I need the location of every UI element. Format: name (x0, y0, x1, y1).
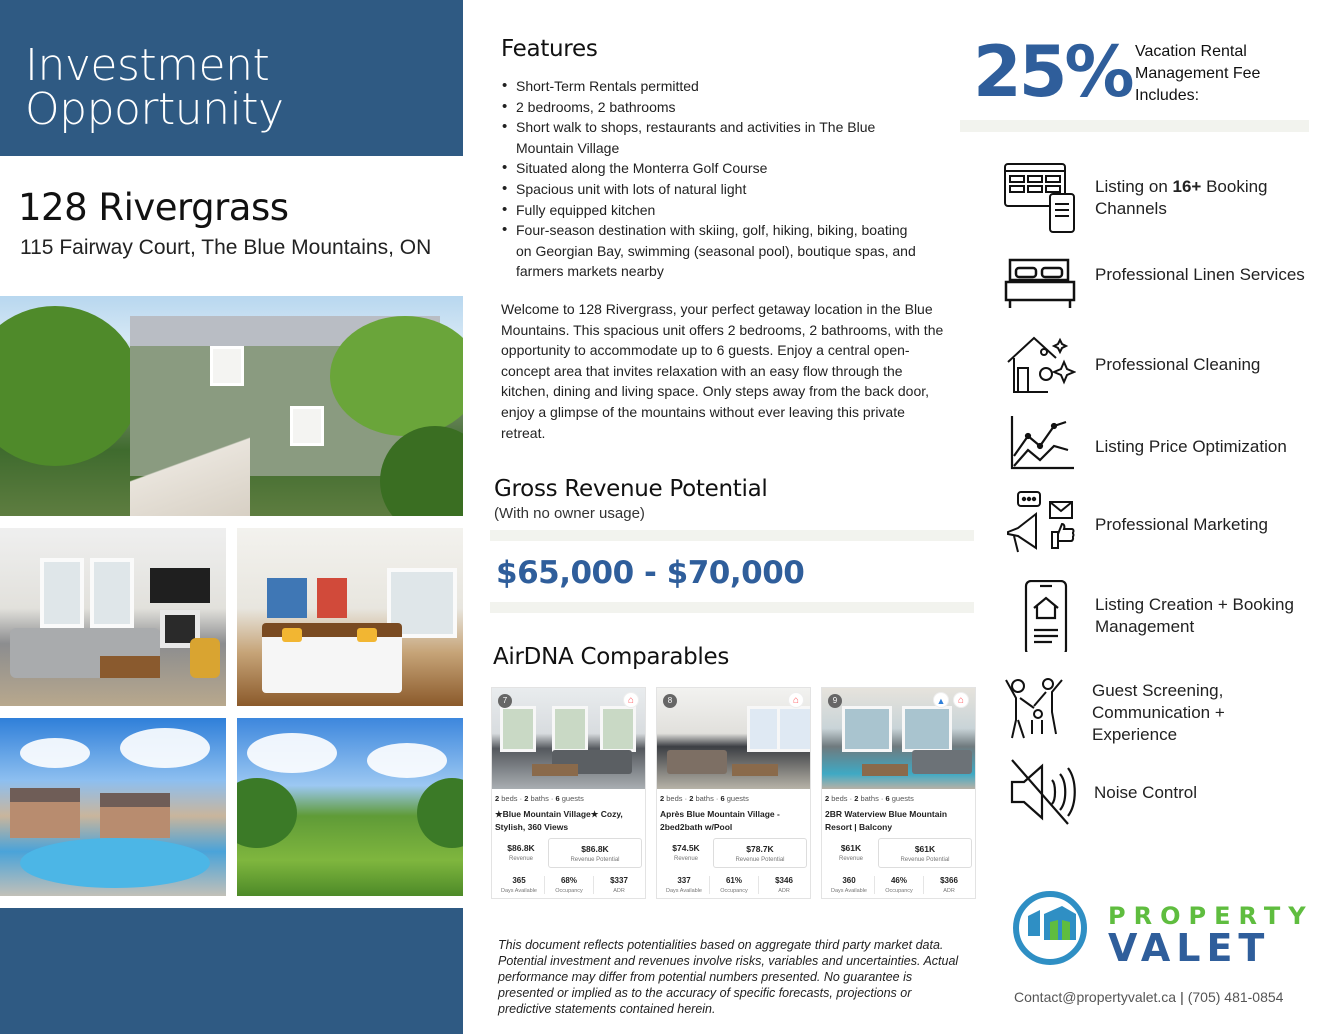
features-title: Features (501, 36, 598, 62)
pillow-shape (357, 628, 377, 642)
comparable-card[interactable] (491, 687, 646, 899)
building-shape (100, 793, 170, 838)
logo-house-icon (1010, 890, 1094, 966)
rank-badge: 8 (663, 694, 677, 708)
contact-separator: | (1180, 989, 1184, 1005)
service-item (1004, 412, 1314, 484)
revenue-potential-stat: $78.7K Revenue Potential (713, 838, 807, 868)
service-item (1004, 490, 1314, 562)
hero-title: Investment Opportunity (25, 40, 284, 135)
cloud-shape (367, 743, 447, 778)
window-shape (600, 706, 636, 752)
adr-stat: $337 ADR (610, 876, 628, 894)
service-label: Guest Screening, Communication + Experience (1092, 681, 1225, 744)
pool-water-shape (20, 838, 210, 888)
airbnb-icon: ⌂ (623, 692, 639, 708)
revenue-potential-stat: $61K Revenue Potential (878, 838, 972, 868)
living-room-photo (0, 528, 226, 706)
window-shape (210, 346, 244, 386)
window-shape (777, 706, 811, 752)
airdna-cards (491, 687, 975, 899)
line-chart-icon (1004, 412, 1076, 484)
service-item (1002, 676, 1312, 748)
feature-item: • Short-Term Rentals permitted (501, 76, 921, 97)
occupancy-stat: 46% Occupancy (874, 876, 924, 894)
speaker-mute-icon (1008, 756, 1080, 828)
airbnb-icon: ⌂ (788, 692, 804, 708)
service-label: Professional Marketing (1095, 515, 1268, 534)
listing-meta: 2 beds · 2 baths · 6 guests (660, 794, 749, 803)
logo-word-valet: VALET (1108, 926, 1271, 970)
gross-revenue-title: Gross Revenue Potential (494, 476, 768, 502)
intro-paragraph: Welcome to 128 Rivergrass, your perfect getaway location in the Blue Mountains. This spacious unit offers 2 bedrooms, 2 bathrooms, with the opportunity to accommodate up to 6 guests. Enjoy a central open-concept area that invites relaxation with an easy flow through the kitchen, dining and living space. Only steps away from the back door, enjoy a glimpse of the mountains without ever leaving this private retreat. (501, 301, 944, 441)
cleaning-house-icon (1004, 330, 1076, 402)
exterior-photo (0, 296, 463, 516)
divider-band (960, 120, 1309, 132)
feature-item: • 2 bedrooms, 2 bathrooms (501, 97, 921, 118)
listing-meta: 2 beds · 2 baths · 6 guests (825, 794, 914, 803)
divider-band (490, 602, 974, 613)
comparable-card[interactable] (821, 687, 976, 899)
coffee-table-shape (100, 656, 160, 678)
booking-channels-icon (1004, 162, 1076, 234)
window-shape (90, 558, 134, 628)
service-label: Noise Control (1094, 783, 1197, 802)
adr-stat: $366 ADR (940, 876, 958, 894)
bed-icon (1004, 250, 1076, 322)
divider-band (490, 530, 974, 541)
revenue-potential-stat: $86.8K Revenue Potential (548, 838, 642, 868)
cloud-shape (20, 738, 90, 768)
sofa-shape (667, 750, 727, 774)
family-icon (1002, 676, 1074, 748)
stairs-shape (130, 416, 250, 516)
comparable-card[interactable] (656, 687, 811, 899)
rank-badge: 9 (828, 694, 842, 708)
tree-shape (237, 778, 297, 848)
art-shape (267, 578, 307, 618)
pool-photo (0, 718, 226, 896)
rank-badge: 7 (498, 694, 512, 708)
service-item (1004, 162, 1314, 234)
window-shape (290, 406, 324, 446)
feature-item: • Fully equipped kitchen (501, 200, 921, 221)
revenue-stat: $74.5K Revenue (672, 843, 700, 862)
logo-word-property: PROPERTY (1108, 902, 1314, 930)
window-shape (552, 706, 588, 752)
tv-shape (150, 568, 210, 603)
chair-shape (190, 638, 220, 678)
listing-name: Après Blue Mountain Village - 2bed2bath w/Pool (660, 809, 780, 832)
service-label: Listing on 16+ Booking Channels (1095, 177, 1268, 218)
service-item (1004, 330, 1314, 402)
building-shape (10, 788, 80, 838)
vrbo-icon: ▲ (933, 692, 949, 708)
property-address: 115 Fairway Court, The Blue Mountains, ON (20, 236, 432, 259)
revenue-range: $65,000 - $70,000 (496, 555, 805, 591)
hero-banner (0, 0, 463, 156)
days-available-stat: 365 Days Available (501, 876, 537, 894)
window-shape (500, 706, 536, 752)
window-shape (902, 706, 952, 752)
footer-band (0, 908, 463, 1034)
airdna-title: AirDNA Comparables (493, 644, 730, 670)
table-shape (732, 764, 778, 776)
window-shape (842, 706, 892, 752)
feature-item: • Spacious unit with lots of natural light (501, 179, 921, 200)
contact-line (1014, 989, 1283, 1005)
fee-percent: 25% (973, 31, 1132, 113)
feature-item: • Four-season destination with skiing, golf, hiking, biking, boating on Georgian Bay, swimming (seasonal pool), boutique spas, and farmers markets nearby (501, 220, 921, 282)
listing-name: ★Blue Mountain Village★ Cozy, Stylish, 360 Views (495, 809, 623, 832)
contact-email[interactable]: Contact@propertyvalet.ca (1014, 989, 1177, 1005)
property-valet-logo (1010, 890, 1314, 970)
pillow-shape (282, 628, 302, 642)
cloud-shape (120, 728, 210, 768)
contact-phone[interactable]: (705) 481-0854 (1187, 989, 1284, 1005)
table-shape (532, 764, 578, 776)
bedroom-photo (237, 528, 463, 706)
airbnb-icon: ⌂ (953, 692, 969, 708)
cloud-shape (247, 733, 337, 773)
window-shape (40, 558, 84, 628)
feature-item: • Short walk to shops, restaurants and activities in The Blue Mountain Village (501, 117, 921, 158)
fee-description: Vacation Rental Management Fee Includes: (1135, 43, 1261, 104)
property-name: 128 Rivergrass (18, 186, 289, 229)
features-list (501, 76, 921, 282)
gross-revenue-subtitle: (With no owner usage) (494, 505, 645, 522)
tree-shape (417, 778, 463, 848)
service-label: Listing Price Optimization (1095, 437, 1287, 456)
adr-stat: $346 ADR (775, 876, 793, 894)
feature-item: • Situated along the Monterra Golf Course (501, 158, 921, 179)
megaphone-icon (1004, 490, 1076, 562)
days-available-stat: 360 Days Available (831, 876, 867, 894)
service-label: Professional Linen Services (1095, 265, 1305, 284)
service-label: Professional Cleaning (1095, 355, 1261, 374)
golf-course-photo (237, 718, 463, 896)
listing-meta: 2 beds · 2 baths · 6 guests (495, 794, 584, 803)
revenue-stat: $61K Revenue (838, 843, 864, 862)
art-shape (317, 578, 347, 618)
listing-name: 2BR Waterview Blue Mountain Resort | Balcony (825, 809, 948, 832)
tree-shape (0, 306, 140, 466)
table-shape (862, 764, 908, 776)
service-item (1004, 580, 1314, 652)
service-label: Listing Creation + Booking Management (1095, 595, 1294, 636)
sofa-shape (912, 750, 972, 774)
service-item (1004, 250, 1314, 322)
service-item (1008, 756, 1318, 828)
occupancy-stat: 68% Occupancy (544, 876, 594, 894)
occupancy-stat: 61% Occupancy (709, 876, 759, 894)
days-available-stat: 337 Days Available (666, 876, 702, 894)
smartphone-home-icon (1004, 580, 1076, 652)
disclaimer: This document reflects potentialities based on aggregate third party market data. Potential investment and revenues involve risks, variables and uncertainties. Actual performance may differ from potential numbers presented. No guarantee is presented or implied as to the accuracy of specific forecasts, projections or predictive statements contained herein. (498, 938, 959, 1016)
revenue-stat: $86.8K Revenue (507, 843, 535, 862)
